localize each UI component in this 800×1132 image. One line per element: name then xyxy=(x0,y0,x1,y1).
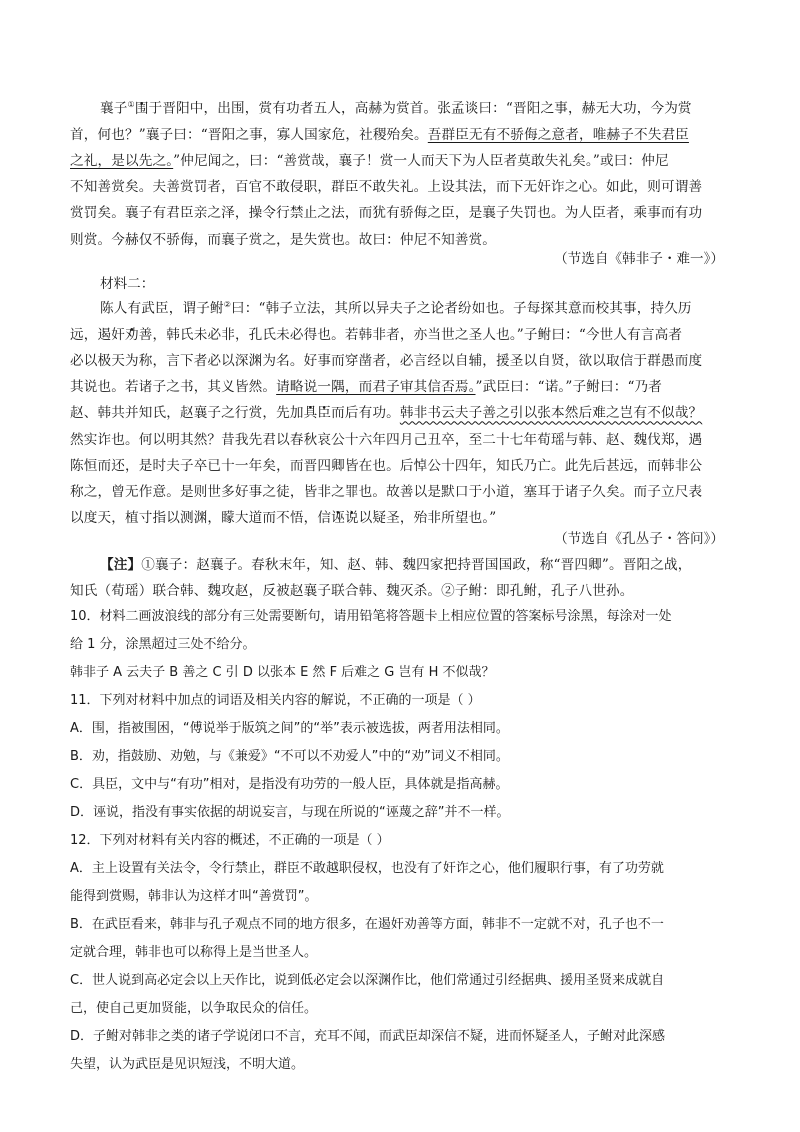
material1-passage xyxy=(70,92,725,253)
question-12 xyxy=(70,827,730,1079)
footnote-marker-1: ① xyxy=(127,100,135,109)
q11-option-c: C．具臣，文中与“有功”相对，是指没有功劳的一般人臣，具体就是指高赫。 xyxy=(70,777,509,792)
material2-line-7: 陈恒而还，是时夫子卒已十一年矣，而晋四卿皆在也。后悼公十四年，知氏乃亡。此先后甚远，而韩非公 xyxy=(70,457,703,474)
note-line-1: 【注】①襄子：赵襄子。春秋末年，知、赵、韩、魏四家把持晋国国政，称“晋四卿”。晋阳之战， xyxy=(100,557,692,573)
note-label: 【注】 xyxy=(100,557,142,573)
q12-option-b-line-2: 定就合理，韩非也可以称得上是当世圣人。 xyxy=(70,945,318,960)
question-10 xyxy=(70,603,730,687)
material2-line-1: 陈人有武臣，谓子鲋②曰：“韩子立法，其所以异夫子之论者纷如也。子每探其意而校其事，持久历 xyxy=(100,300,692,317)
q12-option-a-line-2: 能得到赏赐，韩非认为这样才叫“善赏罚”。 xyxy=(70,889,318,904)
q12-option-c-line-1: C．世人说到高必定会以上天作比，说到低必定会以深渊作比，他们常通过引经据典、援用圣贤来成就自 xyxy=(70,973,665,988)
material2-line-4: 其说也。若诸子之书，其义皆然。请略说一隅，而君子审其信否焉。”武臣曰：“诺。”子鲋曰：“乃者 xyxy=(70,379,663,396)
material2-line-6: 然实诈也。何以明其然？昔我先君以春秋哀公十六年四月己丑卒，至二十七年荀瑶与韩、赵、魏伐郑，遇 xyxy=(70,431,703,448)
material1-line-6: 则赏。今赫仅不骄侮，而襄子赏之，是失赏也。故曰：仲尼不知善赏。 xyxy=(70,231,497,248)
material2-passage xyxy=(70,292,725,531)
material1-line-4: 不知善赏矣。夫善赏罚者，百官不敢侵职，群臣不敢失礼。上设其法，而下无奸诈之心。如此，则可谓善 xyxy=(70,179,703,196)
material2-line-5: 赵、韩共并知氏，赵襄子之行赏，先加具 •臣 •而后有功。韩非书云夫子善之引以张本然后难之岂有不似哉？ xyxy=(70,400,725,426)
q12-stem: 12．下列对材料有关内容的概述，不正确的一项是（ ） xyxy=(70,833,390,848)
q11-option-a: A．围，指被围困，“傅说举于版筑之间”的“举”表示被选拔，两者用法相同。 xyxy=(70,721,509,736)
notes xyxy=(70,552,725,604)
q12-option-a-line-1: A．主上设置有关法令，令行禁止，群臣不敢越职侵权，也没有了奸诈之心，他们履职行事，有了功劳就 xyxy=(70,861,664,876)
q10-line-2: 给 1 分，涂黑超过三处不给分。 xyxy=(70,637,256,652)
material2-line-8: 称之，曾无作意。是则世多好事之徒，皆非之罪也。故善以是默口于小道，塞耳于诸子久矣。而子立尺表 xyxy=(70,483,703,500)
material2-line-2: 远，遏奸劝 •善，韩氏未必非，孔氏未必得也。若韩非者，亦当世之圣人也。”子鲋曰：“今世人有言高者 xyxy=(70,322,725,348)
question-11 xyxy=(70,687,730,827)
material2-line-9: 以度天，植寸指以测渊，矇大道而不悟，信诬 •说 •以疑圣，殆非所望也。” xyxy=(70,505,725,531)
material1-line-5: 赏罚矣。襄子有君臣亲之泽，操令行禁止之法，而犹有骄侮之臣，是襄子失罚也。为人臣者，乘事而有功 xyxy=(70,205,703,222)
material2-title: 材料二： xyxy=(100,276,155,292)
q12-option-d-line-1: D．子鲋对韩非之类的诸子学说闭口不言，充耳不闻，而武臣却深信不疑，进而怀疑圣人，子鲋对此深感 xyxy=(70,1029,666,1044)
q10-line-1: 10．材料二画波浪线的部分有三处需要断句，请用铅笔将答题卡上相应位置的答案标号涂黑，每涂对一处 xyxy=(70,609,672,624)
material1-source: （节选自《韩非子・难一》） xyxy=(554,251,724,267)
q11-option-b: B．劝，指鼓励、劝勉，与《兼爱》“不可以不劝爱人”中的“劝”词义不相同。 xyxy=(70,749,509,764)
q10-line-3: 韩非子 A 云夫子 B 善之 C 引 D 以张本 E 然 F 后难之 G 岂有 H 不似哉？ xyxy=(70,665,495,680)
footnote-marker-2: ② xyxy=(223,300,232,309)
q11-stem: 11．下列对材料中加点的词语及相关内容的解说，不正确的一项是（ ） xyxy=(70,693,481,708)
material2-source: （节选自《孔丛子・答问》） xyxy=(554,531,724,547)
q11-option-d: D．诬说，指没有事实依据的胡说妄言，与现在所说的“诬蔑之辞”并不一样。 xyxy=(70,805,510,820)
material1-line-1: 襄子①围 •于晋阳中，出围，赏有功者五人，高赫为赏首。张孟谈曰：“晋阳之事，赫无大功，今为赏 xyxy=(70,92,725,122)
q12-option-d-line-2: 失望，认为武臣是见识短浅，不明大道。 xyxy=(70,1057,305,1072)
material1-line-3: 之礼，是以先之。”仲尼闻之，曰：“善赏哉，襄子！赏一人而天下为人臣者莫敢失礼矣。”或曰：仲尼 xyxy=(70,152,669,169)
q12-option-c-line-2: 己，使自己更加贤能，以争取民众的信任。 xyxy=(70,1001,318,1016)
material2-line-3: 必以极天为称，言下者必以深渊为名。好事而穿凿者，必言经以自辅，援圣以自贤，欲以取信于群愚而度 xyxy=(70,352,703,369)
material1-line-2: 首，何也？”襄子曰：“晋阳之事，寡人国家危，社稷殆矣。吾群臣无有不骄侮之意者，唯赫子不失君臣 xyxy=(70,126,689,143)
q12-option-b-line-1: B．在武臣看来，韩非与孔子观点不同的地方很多，在遏奸劝善等方面，韩非不一定就不对，孔子也不一 xyxy=(70,917,664,932)
note-line-2: 知氏（荀瑶）联合韩、魏攻赵，反被赵襄子联合韩、魏灭杀。②子鲋：即孔鲋，孔子八世孙。 xyxy=(70,583,634,600)
